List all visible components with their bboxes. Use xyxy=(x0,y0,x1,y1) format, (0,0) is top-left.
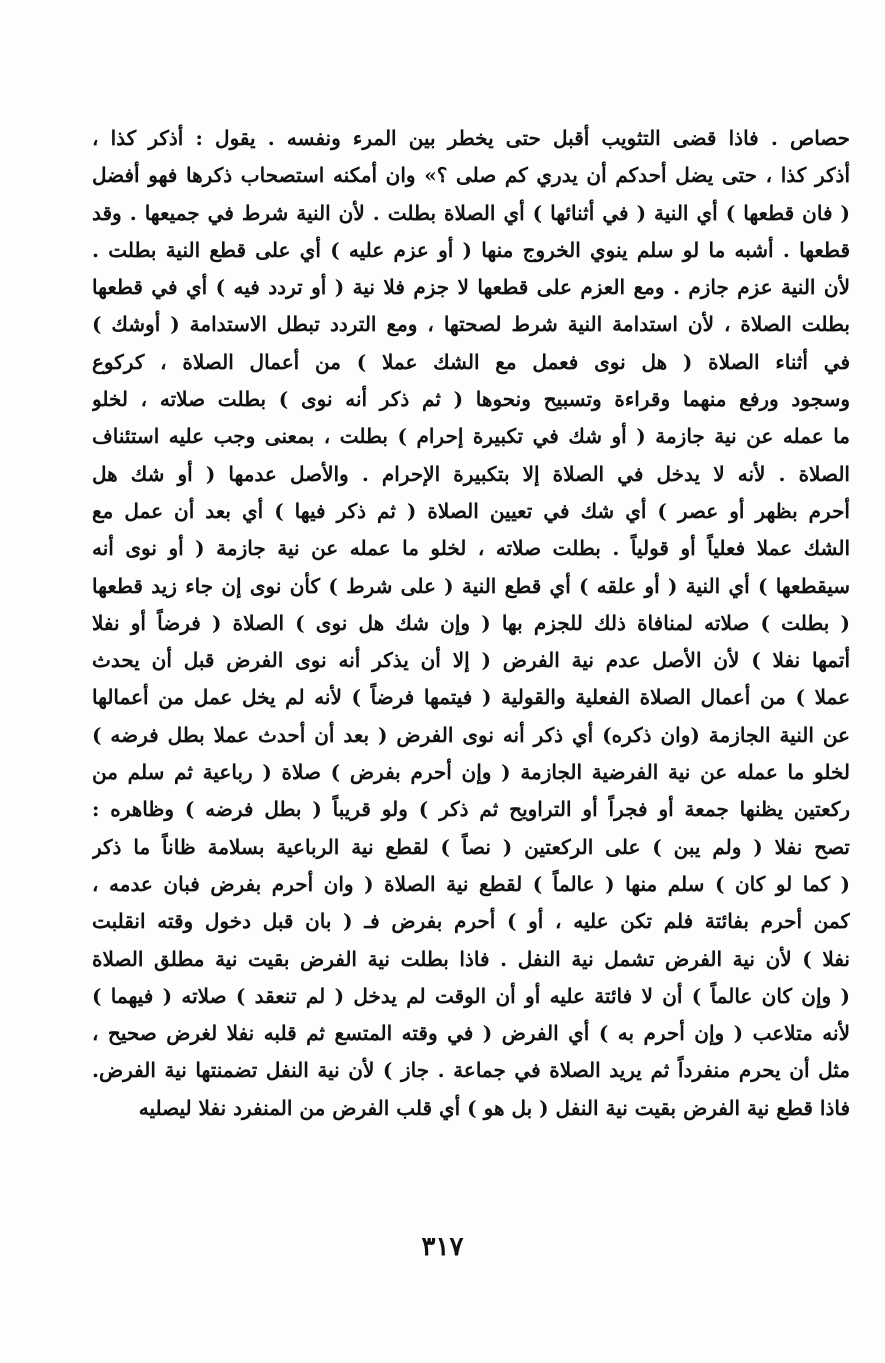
text-line: بطلت الصلاة ، لأن استدامة النية شرط لصحتها ، ومع التردد تبطل الاستدامة ( أوشك ) xyxy=(92,312,850,337)
text-line: مثل أن يحرم منفرداً ثم يريد الصلاة في جماعة . جاز ) لأن نية النفل تضمنتها نية الفرض. xyxy=(92,1058,850,1083)
text-line: لأنه متلاعب ( وإن أحرم به ) أي الفرض ( في وقته المتسع ثم قلبه نفلا لغرض صحيح ، xyxy=(92,1021,850,1046)
text-line: لأن النية عزم جازم . ومع العزم على قطعها لا جزم فلا نية ( أو تردد فيه ) أي في قطعها xyxy=(92,275,850,300)
text-line: أذكر كذا ، حتى يضل أحدكم أن يدري كم صلى ؟» وان أمكنه استصحاب ذكرها فهو أفضل xyxy=(92,163,850,188)
text-line: لخلو ما عمله عن نية الفرضية الجازمة ( وإن أحرم بفرض ) صلاة ( رباعية ثم سلم من xyxy=(92,760,850,785)
text-line: كمن أحرم بفائتة فلم تكن عليه ، أو ) أحرم بفرض فـ ( بان قبل دخول وقته انقلبت xyxy=(92,909,850,934)
text-line: عملا ) من أعمال الصلاة الفعلية والقولية ( فيتمها فرضاً ) لأنه لم يخل عمل من أعمالها xyxy=(92,685,850,710)
page-number: ٣١٧ xyxy=(421,1232,464,1262)
text-line: في أثناء الصلاة ( هل نوى فعمل مع الشك عملا ) من أعمال الصلاة ، كركوع xyxy=(92,349,850,374)
text-line: أحرم بظهر أو عصر ) أي شك في تعيين الصلاة ( ثم ذكر فيها ) أي بعد أن عمل مع xyxy=(92,498,850,523)
text-line: أتمها نفلا ) لأن الأصل عدم نية الفرض ( إلا أن يذكر أنه نوى الفرض قبل أن يحدث xyxy=(92,648,850,673)
text-line: الصلاة . لأنه لا يدخل في الصلاة إلا بتكبيرة الإحرام . والأصل عدمها ( أو شك هل xyxy=(92,461,850,486)
text-line: الشك عملا فعلياً أو قولياً . بطلت صلاته ، لخلو ما عمله عن نية جازمة ( أو نوى أنه xyxy=(92,536,850,561)
text-line: حصاص . فاذا قضى التثويب أقبل حتى يخطر بين المرء ونفسه . يقول : أذكر كذا ، xyxy=(92,126,850,150)
text-line: قطعها . أشبه ما لو سلم ينوي الخروج منها ( أو عزم عليه ) أي على قطع النية بطلت . xyxy=(92,237,850,262)
text-line: وسجود ورفع منهما وقراءة وتسبيح ونحوها ( ثم ذكر أنه نوى ) بطلت صلاته ، لخلو xyxy=(92,387,850,412)
text-line: ما عمله عن نية جازمة ( أو شك في تكبيرة إحرام ) بطلت ، بمعنى وجب عليه استئناف xyxy=(92,424,850,449)
text-line: فاذا قطع نية الفرض بقيت نية النفل ( بل هو ) أي قلب الفرض من المنفرد نفلا ليصليه xyxy=(138,1095,850,1120)
text-line: ( كما لو كان ) سلم منها ( عالماً ) لقطع نية الصلاة ( وان أحرم بفرض فبان عدمه ، xyxy=(92,871,850,896)
text-line: ( بطلت ) صلاته لمنافاة ذلك للجزم بها ( وإن شك هل نوى ) الصلاة ( فرضاً أو نفلا xyxy=(92,610,850,635)
text-line: نفلا ) لأن نية الفرض تشمل نية النفل . فاذا بطلت نية الفرض بقيت نية مطلق الصلاة xyxy=(92,946,850,971)
body-text xyxy=(92,120,850,1127)
text-line: سيقطعها ) أي النية ( أو علقه ) أي قطع النية ( على شرط ) كأن نوى إن جاء زيد قطعها xyxy=(92,573,850,598)
text-line: ( وإن كان عالماً ) أن لا فائتة عليه أو أن الوقت لم يدخل ( لم تنعقد ) صلاته ( فيهما ) xyxy=(92,983,850,1008)
text-line: ( فان قطعها ) أي النية ( في أثنائها ) أي الصلاة بطلت . لأن النية شرط في جميعها . وقد xyxy=(92,200,850,225)
text-line: ركعتين يظنها جمعة أو فجراً أو التراويح ثم ذكر ) ولو قريباً ( بطل فرضه ) وظاهره : xyxy=(92,797,850,822)
text-line: تصح نفلا ( ولم يبن ) على الركعتين ( نصاً ) لقطع نية الرباعية بسلامة ظاناً ما ذكر xyxy=(92,834,850,859)
text-line: عن النية الجازمة (وان ذكره) أي ذكر أنه نوى الفرض ( بعد أن أحدث عملا بطل فرضه ) xyxy=(92,722,850,747)
